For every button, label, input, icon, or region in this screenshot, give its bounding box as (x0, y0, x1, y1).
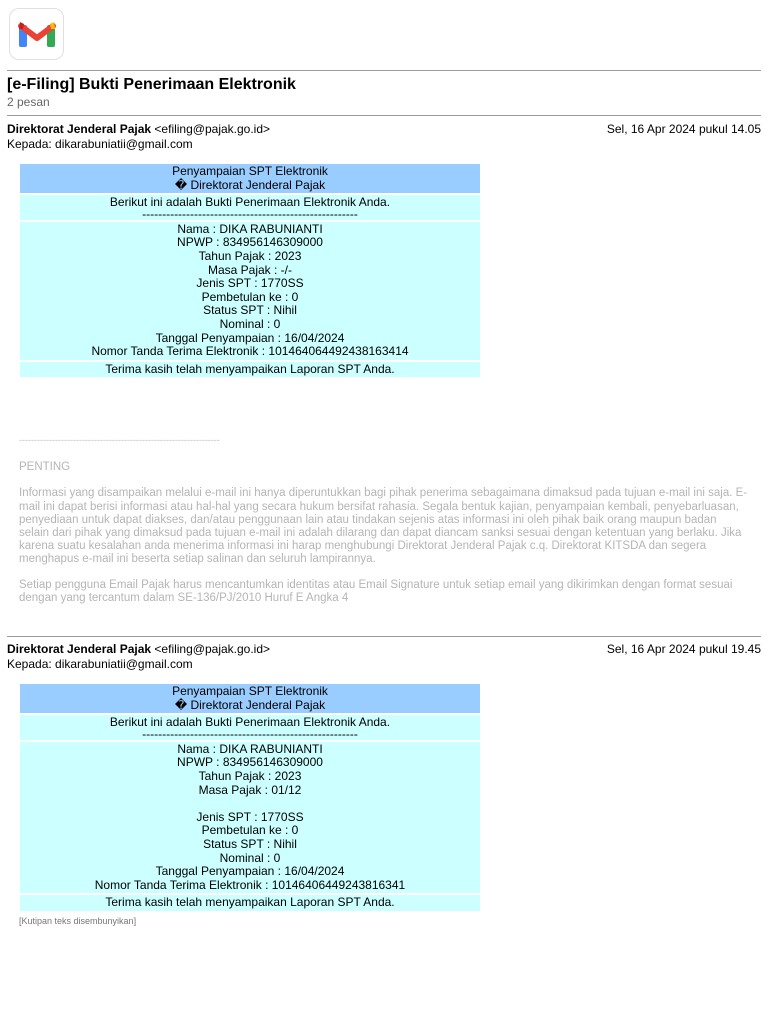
recipient: Kepada: dikarabuniatii@gmail.com (7, 657, 193, 671)
detail-masa: Masa Pajak : -/- (207, 262, 293, 277)
detail-tahun: Tahun Pajak : 2023 (198, 248, 302, 263)
receipt-intro (20, 715, 480, 740)
receipt-thanks: Terima kasih telah menyampaikan Laporan SPT Anda. (20, 895, 480, 911)
detail-pembetulan: Pembetulan ke : 0 (201, 289, 299, 304)
separator-text: ------------------------------------------------------ (142, 206, 358, 221)
spt-receipt-box (20, 164, 480, 379)
receipt-intro (20, 195, 480, 220)
detail-nomor: Nomor Tanda Terima Elektronik : 10146406449243816341 (94, 877, 406, 892)
separator-text: ------------------------------------------------------ (142, 726, 358, 741)
message-header (7, 122, 761, 152)
detail-npwp: NPWP : 834956146309000 (177, 755, 323, 770)
message-count: 2 pesan (7, 95, 50, 109)
receipt-title: Penyampaian SPT Elektronik (172, 684, 328, 698)
message-divider (7, 636, 761, 637)
detail-tanggal: Tanggal Penyampaian : 16/04/2024 (155, 330, 345, 345)
receipt-details (20, 742, 480, 894)
sender[interactable] (7, 122, 270, 137)
sender-email: <efiling@pajak.go.id> (154, 122, 271, 136)
disclaimer (19, 434, 749, 605)
intro-text: Berikut ini adalah Bukti Penerimaan Elektronik Anda. (109, 715, 391, 730)
sender-name: Direktorat Jenderal Pajak (7, 122, 152, 136)
intro-text: Berikut ini adalah Bukti Penerimaan Elektronik Anda. (109, 195, 391, 210)
detail-nomor: Nomor Tanda Terima Elektronik : 10146406449243816341​4 (91, 344, 409, 359)
recipient: Kepada: dikarabuniatii@gmail.com (7, 137, 193, 151)
detail-nominal: Nominal : 0 (219, 850, 281, 865)
sender[interactable] (7, 642, 270, 657)
detail-status: Status SPT : Nihil (203, 836, 297, 851)
blank-line (20, 797, 480, 811)
message-date: Sel, 16 Apr 2024 pukul 14.05 (606, 122, 761, 136)
detail-nominal: Nominal : 0 (219, 316, 281, 331)
detail-jenis: Jenis SPT : 1770SS (196, 809, 304, 824)
detail-nama: Nama : DIKA RABUNIANTI (177, 221, 323, 236)
receipt-header (20, 164, 480, 193)
detail-tahun: Tahun Pajak : 2023 (198, 768, 302, 783)
receipt-title: Penyampaian SPT Elektronik (172, 164, 328, 178)
disclaimer-heading: PENTING (19, 461, 71, 474)
subject-divider (7, 115, 761, 116)
receipt-header (20, 684, 480, 713)
signature-notice: Setiap pengguna Email Pajak harus mencantumkan identitas atau Email Signature untuk setiap email yang dikirimkan dengan format sesuai dengan yang tercantum dalam SE-136/PJ/2010 Huruf E Angka 4 (19, 578, 733, 604)
sender-email: <efiling@pajak.go.id> (154, 642, 271, 656)
detail-npwp: NPWP : 834956146309000 (177, 235, 323, 250)
message-header (7, 642, 761, 672)
disclaimer-separator: ------------------------------------------------------------------- (19, 435, 220, 445)
detail-jenis: Jenis SPT : 1770SS (196, 276, 304, 291)
message-date: Sel, 16 Apr 2024 pukul 19.45 (606, 642, 761, 656)
receipt-thanks: Terima kasih telah menyampaikan Laporan SPT Anda. (20, 362, 480, 378)
header-divider (7, 70, 761, 71)
detail-pembetulan: Pembetulan ke : 0 (201, 823, 299, 838)
receipt-issuer: � Direktorat Jenderal Pajak (174, 697, 326, 712)
thread-subject: [e-Filing] Bukti Penerimaan Elektronik (7, 76, 296, 93)
detail-nama: Nama : DIKA RABUNIANTI (177, 741, 323, 756)
detail-tanggal: Tanggal Penyampaian : 16/04/2024 (155, 864, 345, 879)
receipt-issuer: � Direktorat Jenderal Pajak (174, 177, 326, 192)
detail-masa: Masa Pajak : 01/12 (198, 782, 302, 797)
receipt-details (20, 222, 480, 360)
sender-name: Direktorat Jenderal Pajak (7, 642, 152, 656)
show-quoted-text-link[interactable]: [Kutipan teks disembunyikan] (19, 916, 137, 926)
disclaimer-paragraph: Informasi yang disampaikan melalui e-mail ini hanya diperuntukkan bagi pihak penerima sebagaimana dimaksud pada tujuan e-mail ini saja. E-mail ini dapat berisi informasi atau hal-hal yang secara hukum bersifat rahasia. Segala bentuk kajian, penyampaian kembali, penyebarluasan, penyediaan untuk dapat diakses, dan/atau penggunaan lain atau tindakan sejenis atas informasi ini oleh pihak baik orang maupun badan selain dari pihak yang dimaksud pada tujuan e-mail ini adalah dilarang dan dapat diancam sanksi sesuai dengan ketentuan yang berlaku. Jika karena suatu kesalahan anda menerima informasi ini harap menghubungi Direktorat Jenderal Pajak c.q. Direktorat KITSDA dan segera menghapus e-mail ini beserta setiap salinan dan seluruh lampirannya. (19, 487, 748, 566)
spt-receipt-box (20, 684, 480, 913)
gmail-logo-icon[interactable] (9, 8, 64, 60)
detail-status: Status SPT : Nihil (203, 303, 297, 318)
